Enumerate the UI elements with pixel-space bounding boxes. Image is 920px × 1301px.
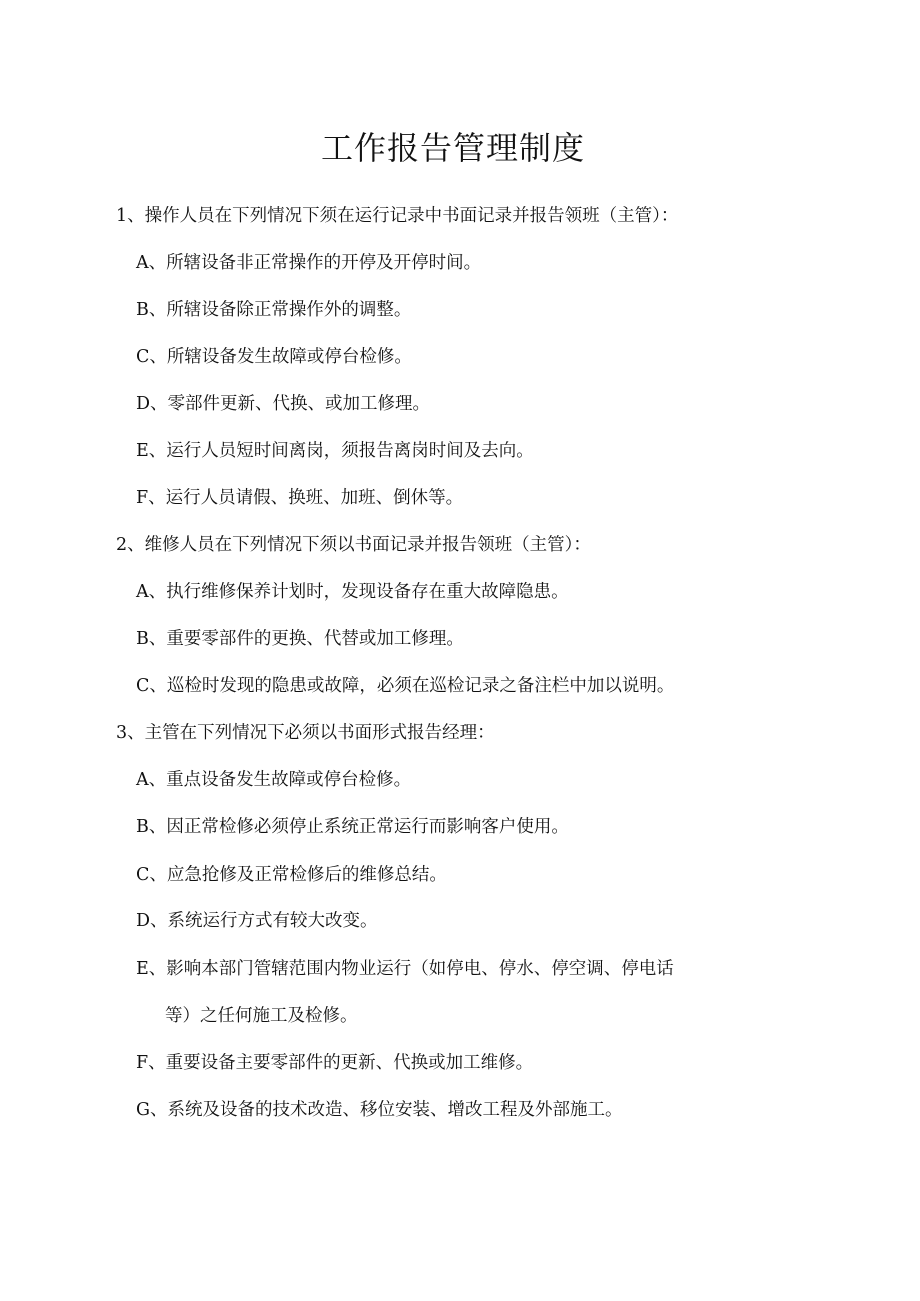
- section-3-heading: 3、主管在下列情况下必须以书面形式报告经理：: [116, 723, 495, 743]
- section-3-item-e-continued: 等）之任何施工及检修。: [165, 1006, 358, 1026]
- section-3-item-g: G、系统及设备的技术改造、移位安装、增改工程及外部施工。: [136, 1100, 623, 1120]
- section-1-item-b: B、所辖设备除正常操作外的调整。: [136, 300, 412, 320]
- section-2-item-b: B、重要零部件的更换、代替或加工修理。: [136, 629, 464, 649]
- section-3-item-c: C、应急抢修及正常检修后的维修总结。: [136, 865, 447, 885]
- section-1-heading: 1、操作人员在下列情况下须在运行记录中书面记录并报告领班（主管）：: [116, 206, 679, 226]
- section-2-heading: 2、维修人员在下列情况下须以书面记录并报告领班（主管）：: [116, 535, 591, 555]
- section-3-item-b: B、因正常检修必须停止系统正常运行而影响客户使用。: [136, 817, 569, 837]
- section-2-item-c: C、巡检时发现的隐患或故障，必须在巡检记录之备注栏中加以说明。: [136, 676, 675, 696]
- page-title: 工作报告管理制度: [320, 129, 585, 167]
- section-3-item-f: F、重要设备主要零部件的更新、代换或加工维修。: [136, 1053, 534, 1073]
- section-2-item-a: A、执行维修保养计划时，发现设备存在重大故障隐患。: [136, 582, 569, 602]
- section-1-item-a: A、所辖设备非正常操作的开停及开停时间。: [136, 253, 482, 273]
- section-1-item-e: E、运行人员短时间离岗，须报告离岗时间及去向。: [136, 441, 534, 461]
- section-1-item-c: C、所辖设备发生故障或停台检修。: [136, 347, 412, 367]
- section-3-item-a: A、重点设备发生故障或停台检修。: [136, 770, 412, 790]
- section-3-item-e: E、影响本部门管辖范围内物业运行（如停电、停水、停空调、停电话: [136, 959, 674, 979]
- section-1-item-f: F、运行人员请假、换班、加班、倒休等。: [136, 488, 464, 508]
- section-3-item-d: D、系统运行方式有较大改变。: [136, 911, 378, 931]
- section-1-item-d: D、零部件更新、代换、或加工修理。: [136, 394, 431, 414]
